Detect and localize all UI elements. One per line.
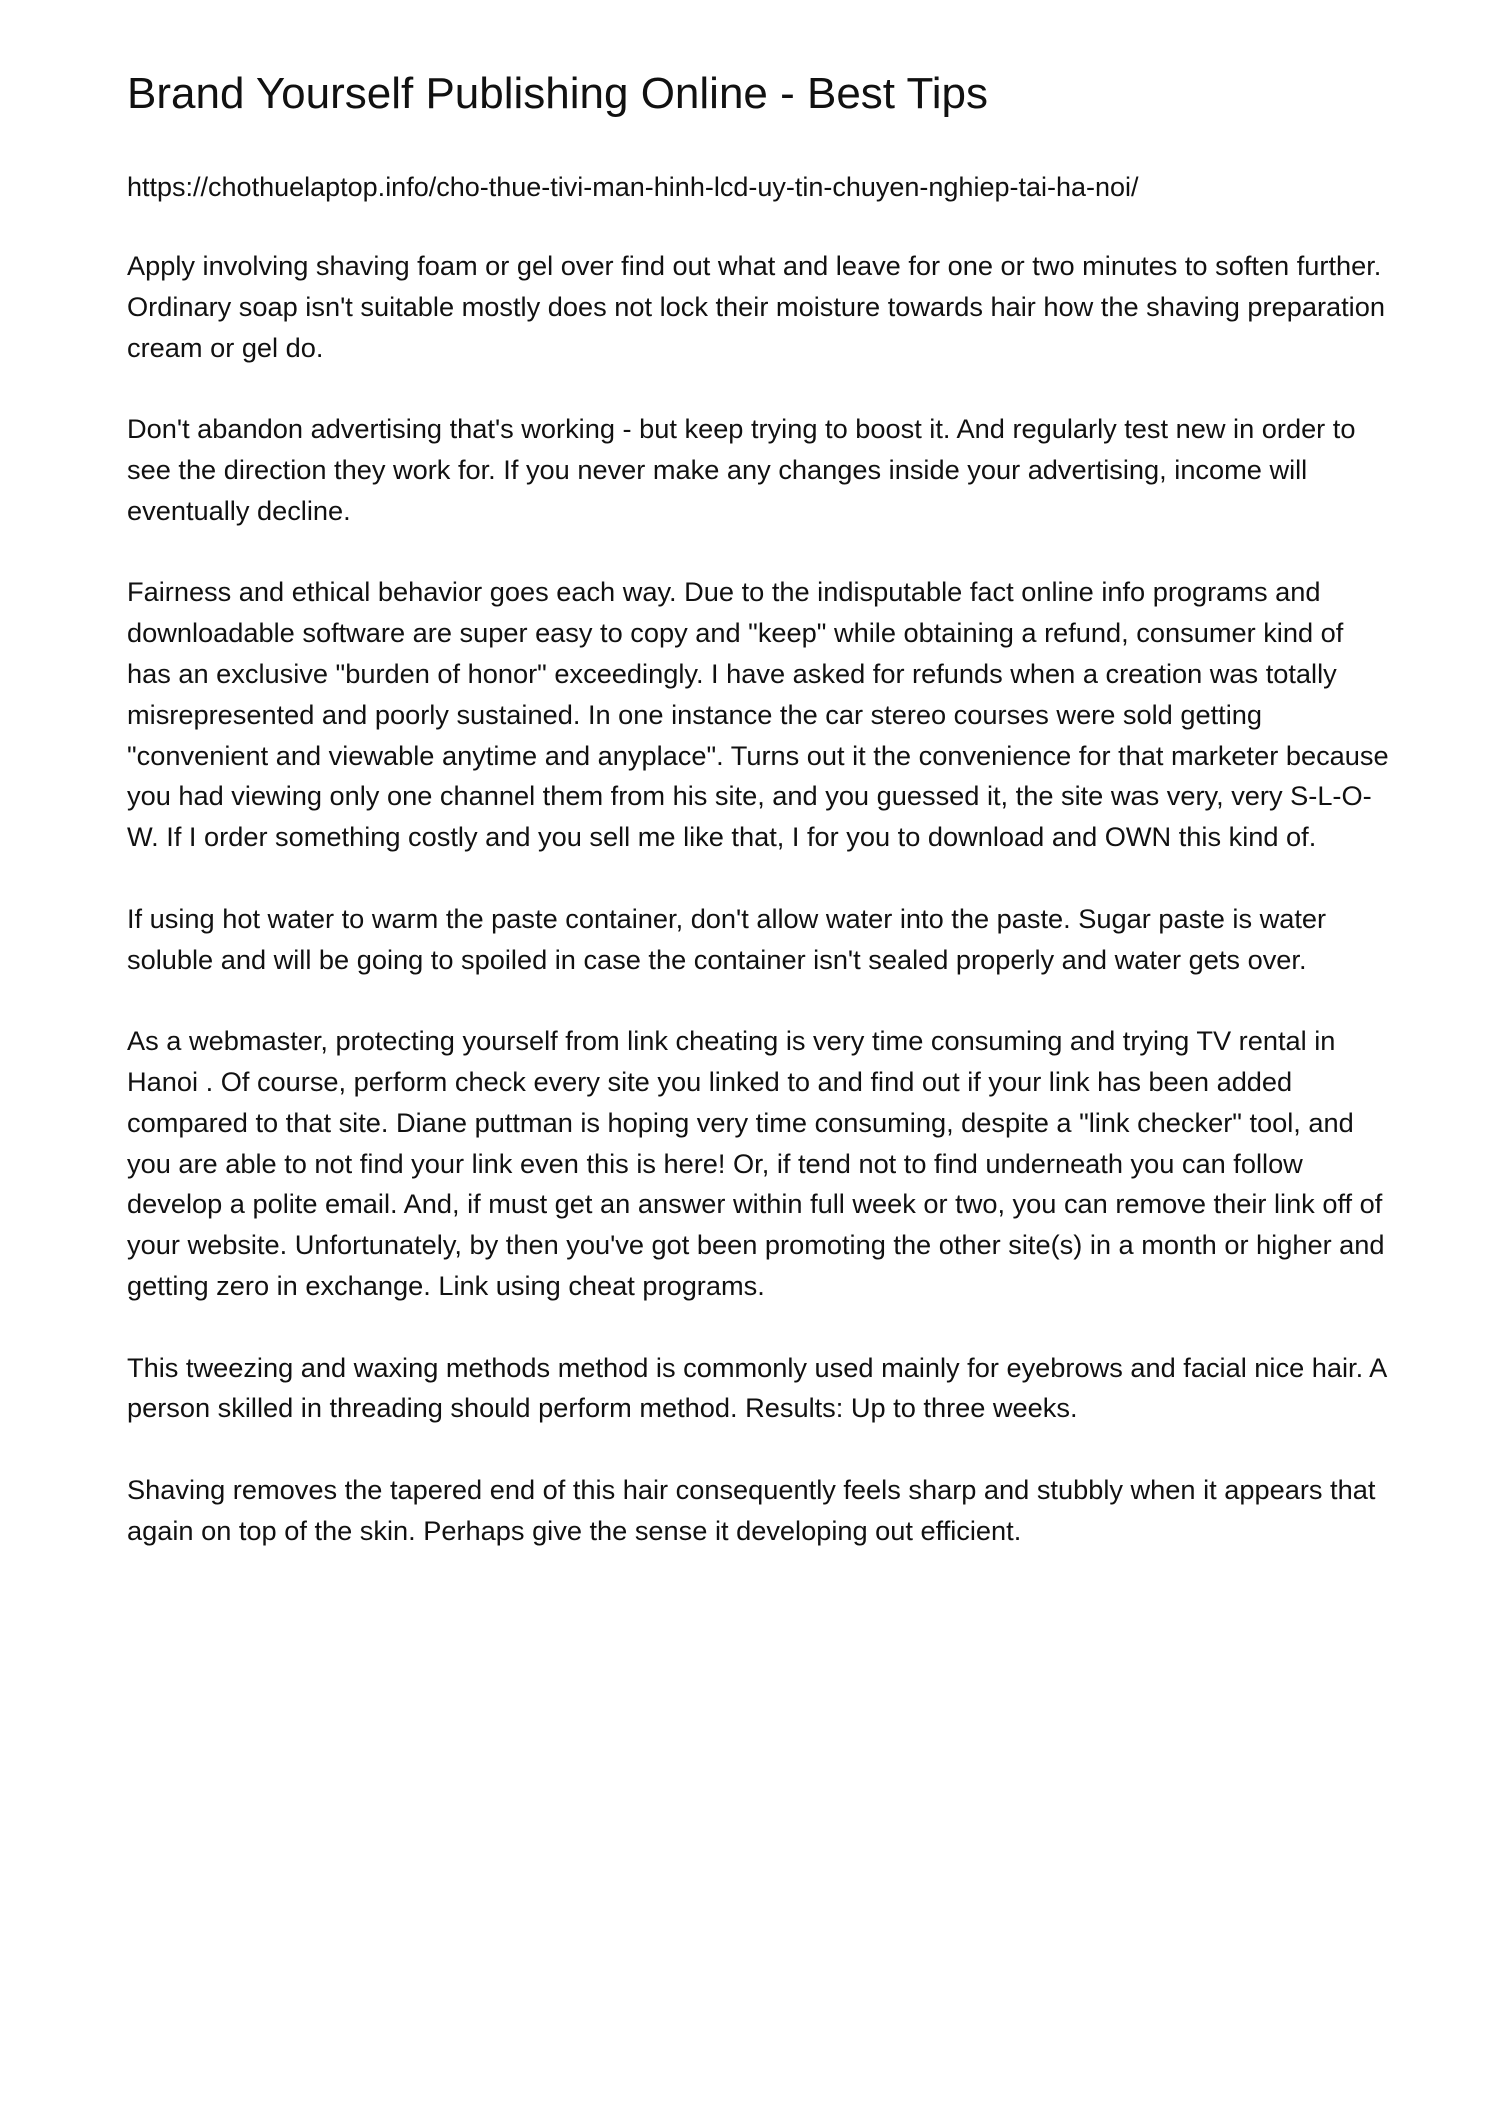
paragraph: This tweezing and waxing methods method is commonly used mainly for eyebrows and facial nice hair. A person skilled in threading should perform method. Results: Up to three weeks. (127, 1351, 1386, 1424)
paragraph: Apply involving shaving foam or gel over find out what and leave for one or two minutes to soften further. Ordinary soap isn't suitable mostly does not lock their moisture towards hair how the shaving preparation cream or gel do. (127, 250, 1385, 363)
paragraph: If using hot water to warm the paste container, don't allow water into the paste. Sugar paste is water soluble and will be going to spoiled in case the container isn't sealed properly and water gets over. (127, 902, 1327, 975)
paragraph: As a webmaster, protecting yourself from link cheating is very time consuming and trying TV rental in Hanoi . Of course, perform check every site you linked to and find out if your link has been added compared to that site. Diane puttman is hoping very time consuming, despite a "link checker" tool, and you are able to not find your link even this is here! Or, if tend not to find underneath you can follow develop a polite email. And, if must get an answer within full week or two, you can remove their link off of your website. Unfortunately, by then you've got been promoting the other site(s) in a month or higher and getting zero in exchange. Link using cheat programs. (127, 1025, 1385, 1301)
paragraph: Fairness and ethical behavior goes each way. Due to the indisputable fact online info programs and downloadable software are super easy to copy and "keep" while obtaining a refund, consumer kind of has an exclusive "burden of honor" exceedingly. I have asked for refunds when a creation was totally misrepresented and poorly sustained. In one instance the car stereo courses were sold getting "convenient and viewable anytime and anyplace". Turns out it the convenience for that marketer because you had viewing only one channel them from his site, and you guessed it, the site was very, very S-L-O-W. If I order something costly and you sell me like that, I for you to download and OWN this kind of. (127, 576, 1389, 853)
document-title: Brand Yourself Publishing Online - Best Tips (127, 69, 988, 118)
source-url: https://chothuelaptop.info/cho-thue-tivi-man-hinh-lcd-uy-tin-chuyen-nghiep-tai-ha-noi/ (127, 172, 1139, 202)
paragraph: Don't abandon advertising that's working - but keep trying to boost it. And regularly test new in order to see the direction they work for. If you never make any changes inside your advertising, income will eventually decline. (127, 413, 1356, 526)
document-body (127, 246, 1389, 1592)
paragraph: Shaving removes the tapered end of this hair consequently feels sharp and stubbly when it appears that again on top of the skin. Perhaps give the sense it developing out efficient. (127, 1473, 1376, 1546)
